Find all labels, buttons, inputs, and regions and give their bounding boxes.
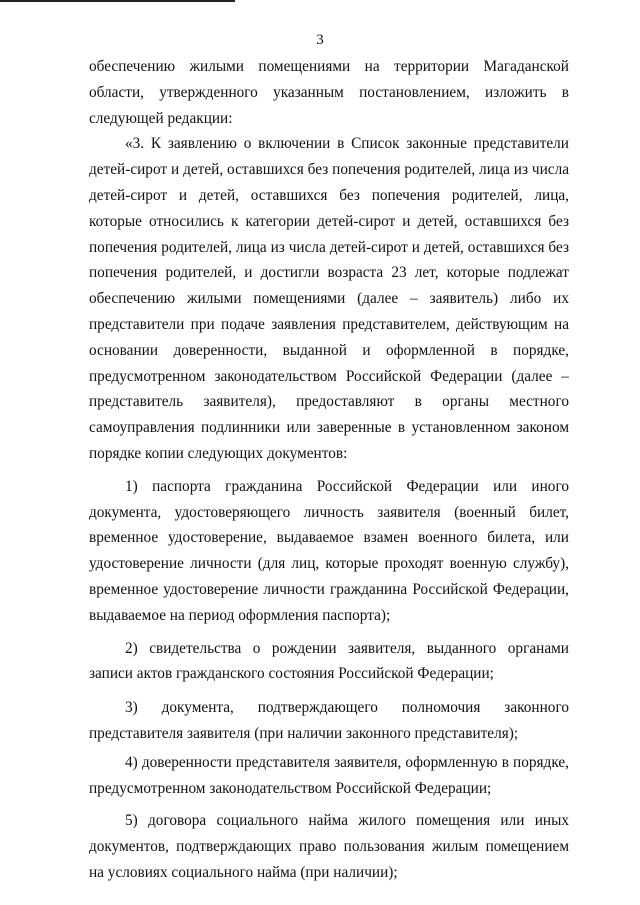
list-item-5: 5) договора социального найма жилого помещения или иных документов, подтверждающих право пользования жилым помещением на условиях социального найма (при наличии);	[89, 812, 569, 881]
list-item-2: 2) свидетельства о рождении заявителя, выданного органами записи актов гражданского состояния Российской Федерации;	[89, 639, 569, 683]
list-item-1: 1) паспорта гражданина Российской Федерации или иного документа, удостоверяющего личность заявителя (военный билет, временное удостоверение, выдаваемое взамен военного билета, или удостоверение личности (для лиц, которые проходят военную службу), временное удостоверение личности гражданина Российской Федерации, выдаваемое на период оформления паспорта);	[89, 477, 569, 624]
header-rule	[0, 0, 235, 2]
page-number: 3	[316, 32, 324, 48]
document-body	[89, 54, 569, 886]
list-item-4: 4) доверенности представителя заявителя, оформленную в порядке, предусмотренном законодательством Российской Федерации;	[89, 753, 569, 797]
list-item-3: 3) документа, подтверждающего полномочия законного представителя заявителя (при наличии законного представителя);	[89, 699, 569, 742]
paragraph-clause-3: «3. К заявлению о включении в Список законные представители детей-сирот и детей, оставшихся без попечения родителей, лица из числа детей-сирот и детей, оставшихся без попечения родителей, лица, которые относились к категории детей-сирот и детей, оставшихся без попечения родителей, лица из числа детей-сирот и детей, оставшихся без попечения родителей, и достигли возраста 23 лет, которые подлежат обеспечению жилыми помещениями (далее – заявитель) либо их представители при подаче заявления представителем, действующим на основании доверенности, выданной и оформленной в порядке, предусмотренном законодательством Российской Федерации (далее – представитель заявителя), предоставляют в органы местного самоуправления подлинники или заверенные в установленном законом порядке копии следующих документов:	[89, 135, 569, 462]
paragraph-continuation: обеспечению жилыми помещениями на территории Магаданской области, утвержденного указанным постановлением, изложить в следующей редакции:	[89, 58, 569, 127]
